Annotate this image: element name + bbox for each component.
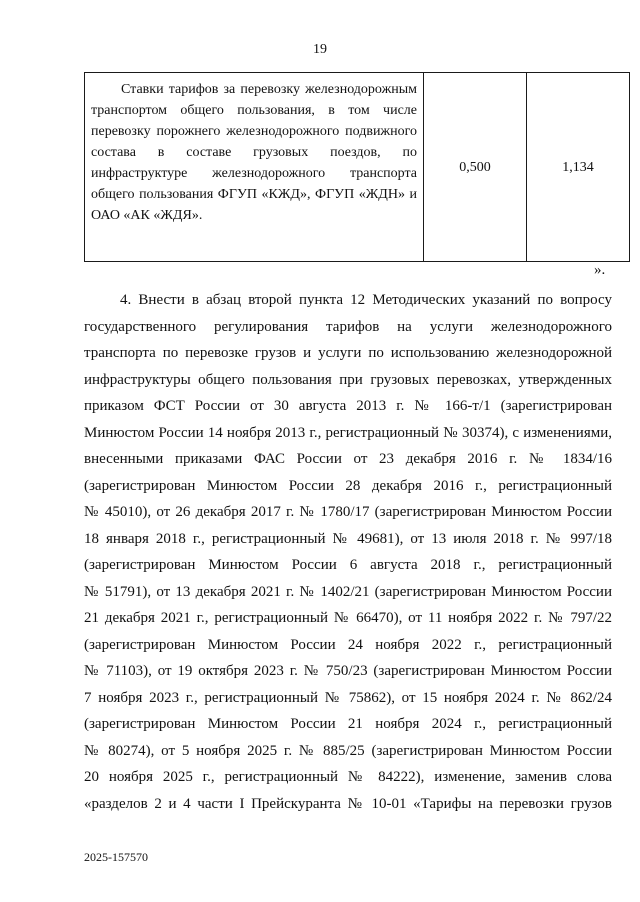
paragraph-line: (зарегистрирован Минюстом России 24 ноября 2022 г., регистрационный [84, 636, 612, 653]
page-number: 19 [313, 42, 327, 57]
paragraph-line: (зарегистрирован Минюстом России 6 августа 2018 г., регистрационный [84, 557, 612, 573]
paragraph-line: (зарегистрирован Минюстом России 21 ноября 2024 г., регистрационный [84, 716, 612, 732]
paragraph-line: 21 декабря 2021 г., регистрационный № 66470), от 11 ноября 2022 г. № 797/22 [84, 610, 612, 626]
paragraph-line: инфраструктуры общего пользования при грузовых перевозках, утвержденных [84, 371, 612, 388]
table-cell-description: Ставки тарифов за перевозку железнодорожным транспортом общего пользования, в том числе перевозку порожнего железнодорожного подвижного состава в составе грузовых поездов, по инфраструктуре железнодорожного транспорта общего пользования ФГУП «КЖД», ФГУП «ЖДН» и ОАО «АК «ЖДЯ». [85, 73, 424, 262]
paragraph-line: № 80274), от 5 ноября 2025 г. № 885/25 (зарегистрирован Минюстом России [84, 742, 612, 759]
table-row [85, 73, 630, 262]
paragraph-line: государственного регулирования тарифов на услуги железнодорожного [84, 318, 612, 335]
paragraph-line: 4. Внести в абзац второй пункта 12 Методических указаний по вопросу [120, 292, 612, 308]
paragraph-line: приказом ФСТ России от 30 августа 2013 г. № 166-т/1 (зарегистрирован [84, 398, 612, 414]
tariff-table [84, 72, 630, 262]
paragraph-line: Минюстом России 14 ноября 2013 г., регистрационный № 30374), с изменениями, [84, 424, 612, 441]
document-code: 2025-157570 [84, 850, 148, 864]
paragraph-line: транспорта по перевозке грузов и услуги по использованию железнодорожной [84, 345, 612, 361]
paragraph-line: 18 января 2018 г., регистрационный № 49681), от 13 июля 2018 г. № 997/18 [84, 530, 612, 547]
paragraph-line: внесенными приказами ФАС России от 23 декабря 2016 г. № 1834/16 [84, 451, 612, 467]
paragraph-line: № 51791), от 13 декабря 2021 г. № 1402/21 (зарегистрирован Минюстом России [84, 583, 612, 600]
paragraph-4 [84, 287, 612, 817]
table-cell-value-2: 1,134 [527, 73, 630, 262]
paragraph-line: № 45010), от 26 декабря 2017 г. № 1780/17 (зарегистрирован Минюстом России [84, 504, 612, 520]
table-cell-value-1: 0,500 [424, 73, 527, 262]
closing-quote: ». [594, 262, 606, 278]
paragraph-line: 7 ноября 2023 г., регистрационный № 75862), от 15 ноября 2024 г. № 862/24 [84, 689, 612, 706]
paragraph-line: № 71103), от 19 октября 2023 г. № 750/23 (зарегистрирован Минюстом России [84, 663, 612, 679]
paragraph-line: 20 ноября 2025 г., регистрационный № 84222), изменение, заменив слова [84, 769, 612, 785]
paragraph-line: «разделов 2 и 4 части I Прейскуранта № 10-01 «Тарифы на перевозки грузов [84, 795, 612, 812]
paragraph-line: (зарегистрирован Минюстом России 28 декабря 2016 г., регистрационный [84, 477, 612, 494]
